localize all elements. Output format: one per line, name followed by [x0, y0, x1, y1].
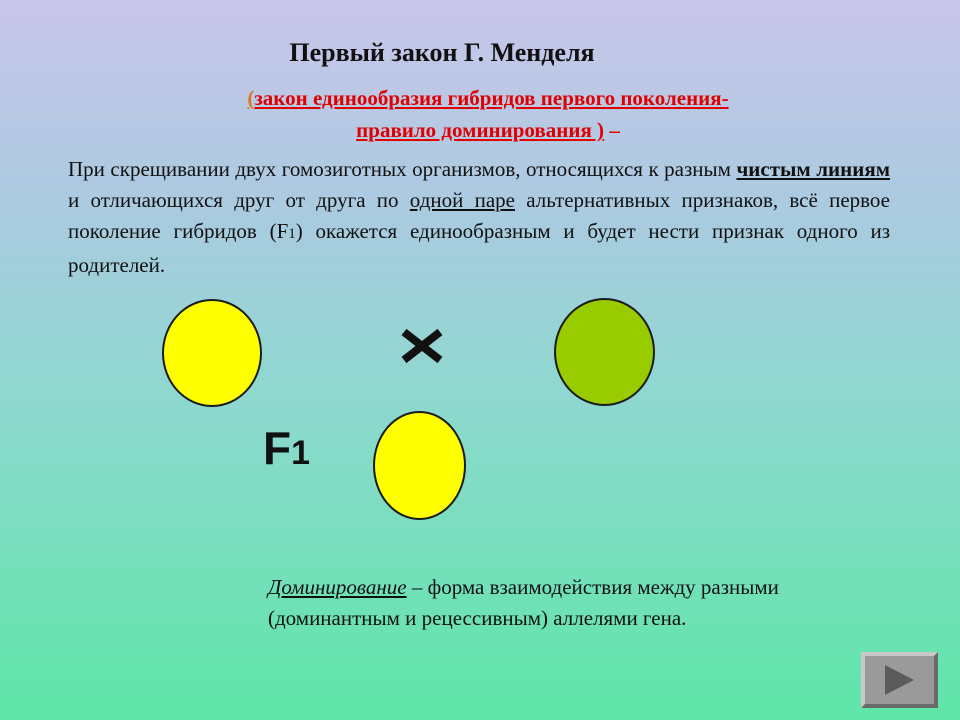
f1-letter: F — [263, 422, 292, 474]
dominance-term: Доминирование — [268, 575, 407, 599]
law-description — [68, 154, 890, 281]
one-pair-term: одной паре — [409, 188, 515, 212]
cross-icon — [398, 322, 446, 370]
slide-title: Первый закон Г. Менделя — [289, 38, 595, 67]
offspring-yellow-circle — [373, 411, 466, 520]
f1-label — [263, 420, 310, 481]
para-part4: ) окажется единообразным и будет нести признак одного из родителей. — [68, 219, 890, 277]
pure-lines-term: чистым линиям — [736, 157, 890, 181]
para-f1-subscript: 1 — [288, 226, 296, 242]
play-next-icon — [883, 663, 916, 697]
para-part2: и отличающихся друг от друга по — [68, 188, 410, 212]
f1-number: 1 — [291, 434, 311, 472]
subtitle — [0, 82, 960, 146]
next-slide-button[interactable] — [861, 652, 938, 708]
para-part3: альтернативных признаков, всё первое поколение гибридов (F — [68, 188, 890, 243]
definition-text: – форма взаимодействия между разными (доминантным и рецессивным) аллелями гена. — [268, 575, 779, 630]
dominance-definition — [268, 572, 868, 634]
parent-green-circle — [554, 298, 655, 406]
subtitle-dash: – — [604, 118, 620, 142]
subtitle-line1: закон единообразия гибридов первого поколения- — [254, 86, 729, 110]
para-part1: При скрещивании двух гомозиготных организмов, относящихся к разным — [68, 157, 737, 181]
parent-yellow-circle — [162, 299, 262, 407]
subtitle-line2: правило доминирования ) — [356, 118, 605, 142]
subtitle-open-paren: ( — [247, 86, 255, 110]
